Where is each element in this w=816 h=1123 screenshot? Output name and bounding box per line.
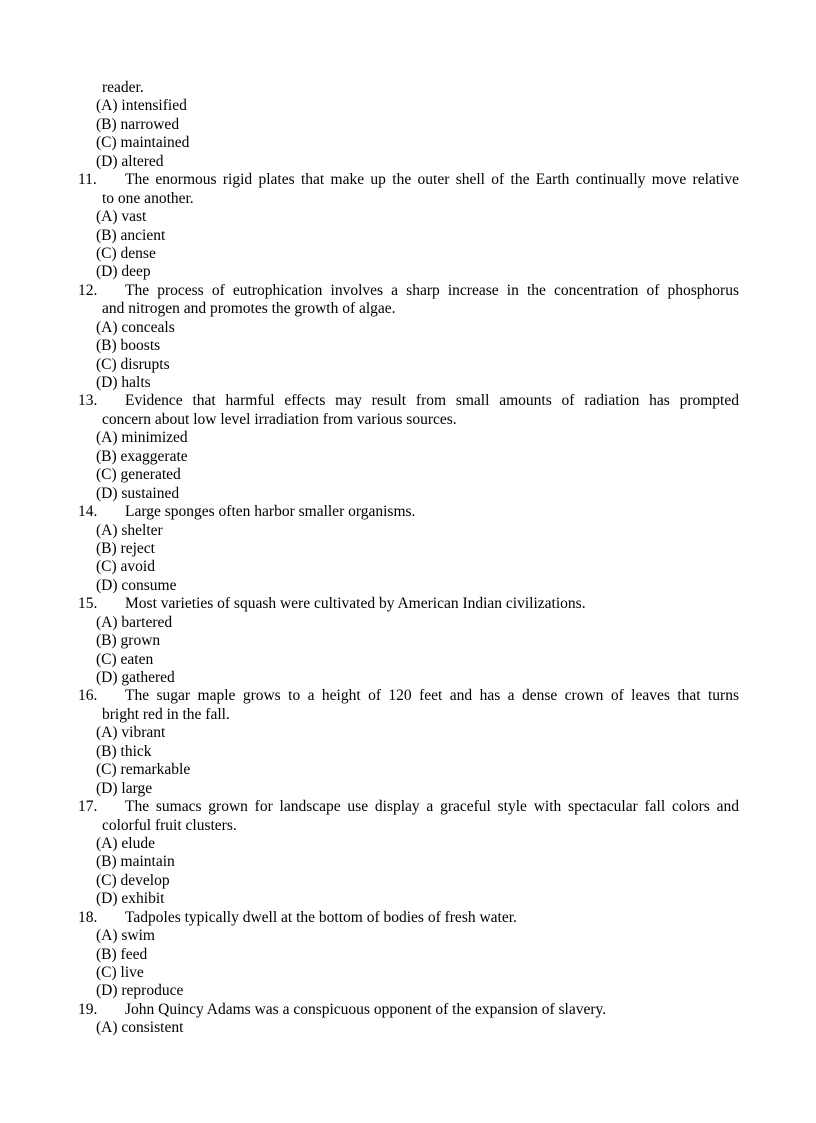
answer-option: (C) develop	[96, 871, 170, 889]
question-text-continued: bright red in the fall.	[102, 705, 230, 723]
question-number: 12.	[78, 281, 98, 299]
answer-option: (A) consistent	[96, 1019, 184, 1037]
answer-option: (B) exaggerate	[96, 447, 188, 465]
document-page	[0, 79, 816, 1038]
answer-option: (B) maintain	[96, 853, 175, 871]
answer-option: (A) intensified	[96, 97, 187, 115]
answer-option: (C) live	[96, 964, 144, 981]
question-text: John Quincy Adams was a conspicuous opponent of the expansion of slavery.	[125, 1000, 607, 1018]
question-text-continued: to one another.	[102, 189, 194, 207]
question-number: 18.	[78, 908, 98, 926]
answer-option: (C) eaten	[96, 650, 154, 668]
answer-option: (A) vast	[96, 208, 147, 226]
answer-option: (D) deep	[96, 263, 151, 281]
answer-option: (C) avoid	[96, 558, 155, 576]
question-number: 13.	[78, 392, 98, 410]
answer-option: (C) generated	[96, 466, 181, 484]
question-text: Large sponges often harbor smaller organisms.	[125, 503, 416, 521]
answer-option: (C) maintained	[96, 134, 190, 152]
answer-option: (D) exhibit	[96, 890, 165, 908]
question-number: 19.	[78, 1000, 98, 1018]
question-text-continued: colorful fruit clusters.	[102, 816, 237, 834]
question-continuation: reader.	[102, 79, 144, 96]
answer-option: (A) conceals	[96, 318, 175, 336]
question-14	[0, 503, 816, 521]
question-text: Most varieties of squash were cultivated by American Indian civilizations.	[125, 595, 586, 613]
answer-option: (D) altered	[96, 152, 164, 170]
answer-option: (A) shelter	[96, 521, 163, 539]
question-11	[0, 171, 816, 189]
answer-option: (A) bartered	[96, 613, 173, 631]
question-12	[0, 282, 816, 300]
answer-option: (D) reproduce	[96, 982, 184, 1000]
question-text-continued: concern about low level irradiation from various sources.	[102, 410, 457, 428]
question-19	[0, 1001, 816, 1019]
question-text: Tadpoles typically dwell at the bottom of bodies of fresh water.	[125, 908, 517, 926]
answer-option: (D) large	[96, 779, 153, 797]
answer-option: (A) vibrant	[96, 724, 166, 742]
question-text: Evidence that harmful effects may result from small amounts of radiation has prompted	[125, 392, 739, 410]
question-text-continued: and nitrogen and promotes the growth of algae.	[102, 300, 396, 318]
question-text: The enormous rigid plates that make up the outer shell of the Earth continually move relative	[125, 171, 739, 189]
answer-option: (B) ancient	[96, 226, 166, 244]
answer-option: (B) boosts	[96, 337, 161, 355]
answer-option: (C) disrupts	[96, 355, 170, 373]
answer-option: (A) elude	[96, 834, 155, 852]
question-16	[0, 687, 816, 705]
answer-option: (A) swim	[96, 927, 155, 945]
answer-option: (B) reject	[96, 539, 155, 557]
question-13	[0, 392, 816, 410]
answer-option: (B) feed	[96, 945, 148, 963]
question-number: 11.	[78, 171, 97, 189]
answer-option: (A) minimized	[96, 429, 188, 447]
question-15	[0, 595, 816, 613]
answer-option: (D) gathered	[96, 669, 175, 686]
answer-option: (C) dense	[96, 244, 156, 262]
question-17	[0, 798, 816, 816]
answer-option: (D) halts	[96, 374, 151, 391]
question-number: 14.	[78, 503, 98, 521]
question-18	[0, 909, 816, 927]
answer-option: (D) consume	[96, 576, 177, 594]
answer-option: (B) narrowed	[96, 115, 180, 133]
answer-option: (B) grown	[96, 632, 161, 650]
question-number: 17.	[78, 798, 98, 816]
question-text: The process of eutrophication involves a sharp increase in the concentration of phosphorus	[125, 281, 739, 299]
answer-option: (C) remarkable	[96, 761, 191, 779]
question-text: The sugar maple grows to a height of 120 feet and has a dense crown of leaves that turns	[125, 687, 739, 705]
question-number: 16.	[78, 687, 98, 705]
question-text: The sumacs grown for landscape use display a graceful style with spectacular fall colors and	[125, 798, 739, 816]
question-number: 15.	[78, 595, 98, 613]
answer-option: (D) sustained	[96, 484, 180, 502]
answer-option: (B) thick	[96, 742, 152, 760]
